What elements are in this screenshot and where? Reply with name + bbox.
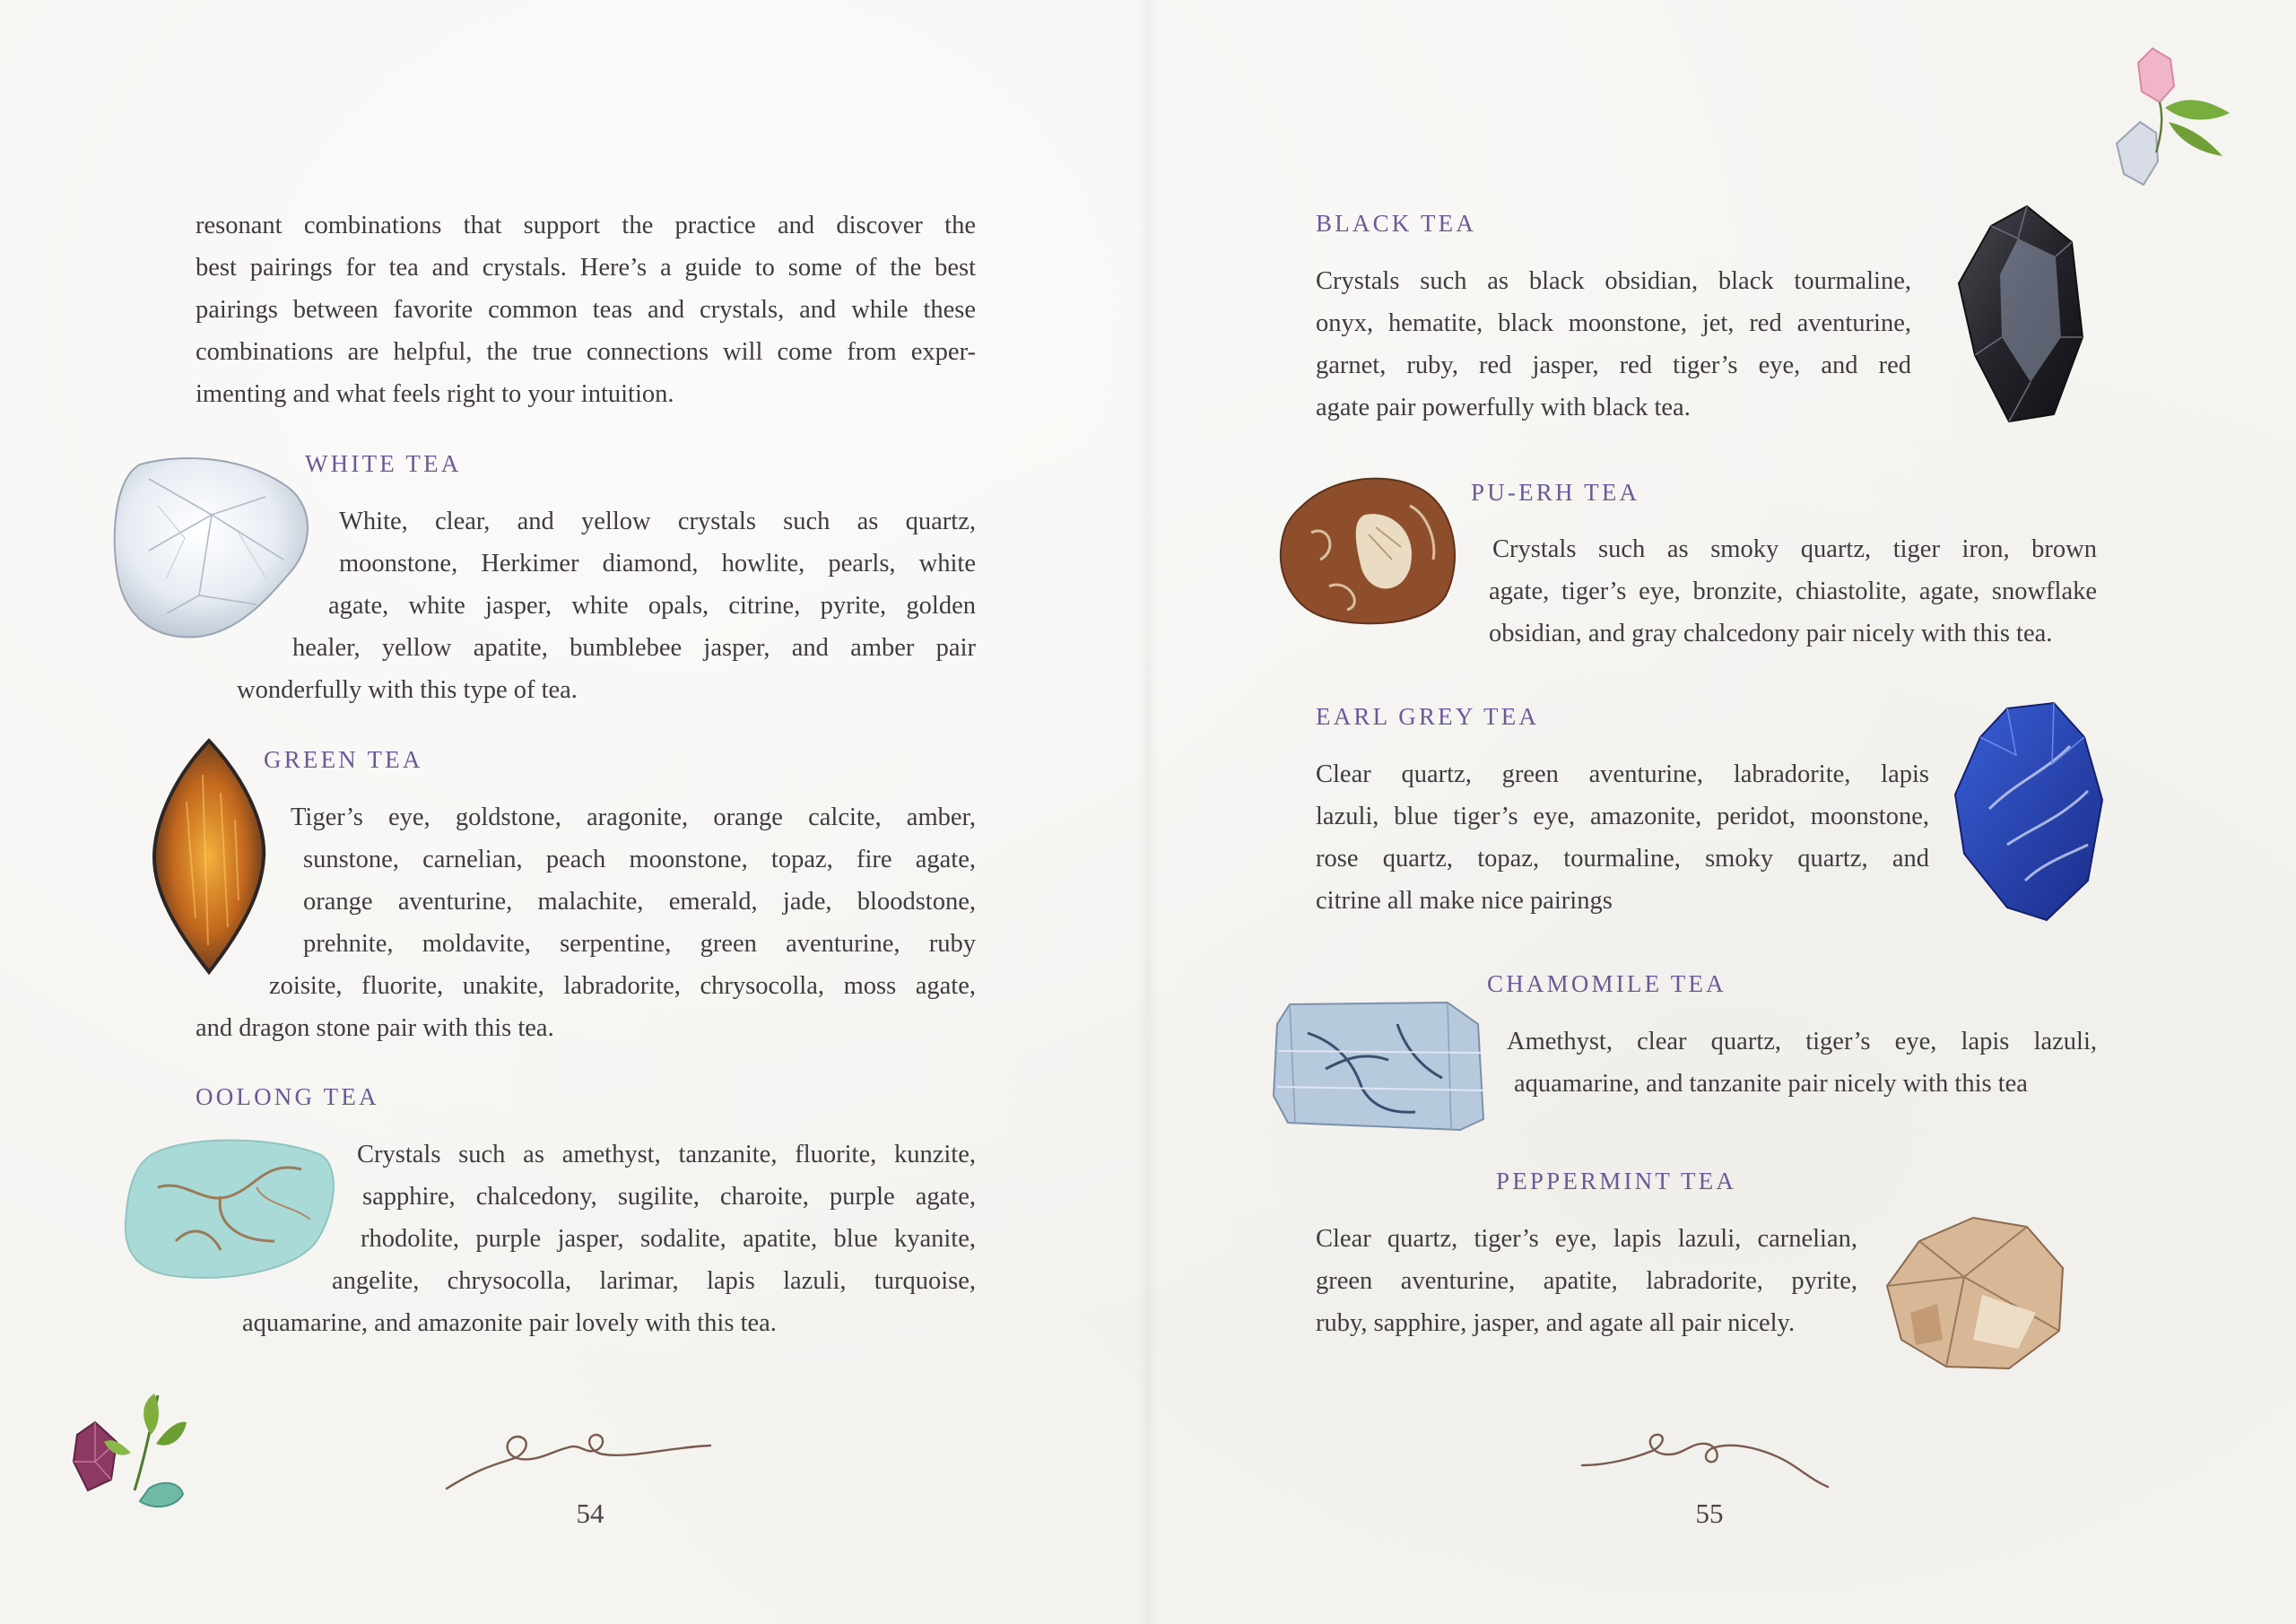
- oolong-tea-line: aquamarine, and amazonite pair lovely with this tea.: [242, 1309, 777, 1337]
- peppermint-tea-line: ruby, sapphire, jasper, and agate all pair nicely.: [1316, 1309, 1796, 1337]
- oolong-tea-heading: OOLONG TEA: [196, 1083, 379, 1110]
- peppermint-tea-line: Clear quartz, tiger’s eye, lapis lazuli, carnelian,: [1316, 1225, 1857, 1253]
- earl-grey-tea-line: Clear quartz, green aventurine, labradorite, lapis: [1316, 760, 1929, 788]
- green-tea-heading: GREEN TEA: [264, 746, 423, 773]
- chamomile-tea-paragraph: [1507, 1020, 2097, 1105]
- green-tea-paragraph: [196, 796, 976, 1049]
- earl-grey-tea-line: citrine all make nice pairings: [1316, 887, 1613, 915]
- turquoise-illustration: [122, 1133, 337, 1282]
- green-tea-line: Tiger’s eye, goldstone, aragonite, orange calcite, amber,: [291, 803, 976, 831]
- book-gutter: [1137, 0, 1159, 1624]
- chamomile-tea-heading: CHAMOMILE TEA: [1487, 970, 1726, 997]
- oolong-tea-line: Crystals such as amethyst, tanzanite, fluorite, kunzite,: [357, 1141, 976, 1168]
- pu-erh-tea-paragraph: [1489, 528, 2097, 655]
- page-54-flourish: [445, 1431, 714, 1494]
- amethyst-leaf-illustration: [68, 1390, 194, 1533]
- white-tea-line: wonderfully with this type of tea.: [237, 676, 578, 704]
- intro-line: combinations are helpful, the true connections will come from exper-: [196, 338, 976, 366]
- intro-line: imenting and what feels right to your intuition.: [196, 380, 674, 408]
- black-tea-line: agate pair powerfully with black tea.: [1316, 394, 1691, 421]
- black-tea-paragraph: [1316, 260, 1911, 429]
- pu-erh-tea-line: Crystals such as smoky quartz, tiger iron, brown: [1492, 535, 2097, 563]
- peppermint-tea-paragraph: [1316, 1218, 1857, 1344]
- oolong-tea-line: sapphire, chalcedony, sugilite, charoite, purple agate,: [362, 1183, 976, 1211]
- peach-calcite-illustration: [1883, 1214, 2070, 1374]
- earl-grey-tea-line: rose quartz, topaz, tourmaline, smoky quartz, and: [1316, 845, 1929, 873]
- intro-paragraph: [196, 204, 976, 415]
- white-tea-line: agate, white jasper, white opals, citrine, pyrite, golden: [328, 592, 976, 620]
- earl-grey-tea-heading: EARL GREY TEA: [1316, 703, 1540, 730]
- oolong-tea-line: angelite, chrysocolla, larimar, lapis lazuli, turquoise,: [332, 1267, 976, 1295]
- intro-line: pairings between favorite common teas and crystals, and while these: [196, 296, 976, 324]
- green-tea-line: and dragon stone pair with this tea.: [196, 1014, 554, 1042]
- pu-erh-tea-heading: PU-ERH TEA: [1471, 479, 1640, 506]
- green-tea-line: orange aventurine, malachite, emerald, jade, bloodstone,: [303, 888, 976, 916]
- earl-grey-tea-paragraph: [1316, 753, 1929, 922]
- green-tea-line: sunstone, carnelian, peach moonstone, topaz, fire agate,: [303, 846, 976, 873]
- white-tea-line: healer, yellow apatite, bumblebee jasper, and amber pair: [292, 634, 976, 662]
- earl-grey-tea-line: lazuli, blue tiger’s eye, amazonite, peridot, moonstone,: [1316, 803, 1929, 830]
- chamomile-tea-line: Amethyst, clear quartz, tiger’s eye, lapis lazuli,: [1507, 1028, 2097, 1055]
- white-tea-heading: WHITE TEA: [305, 450, 462, 477]
- black-obsidian-illustration: [1955, 203, 2090, 423]
- peppermint-tea-heading: PEPPERMINT TEA: [1496, 1168, 1737, 1194]
- oolong-tea-line: rhodolite, purple jasper, sodalite, apatite, blue kyanite,: [361, 1225, 976, 1253]
- page-55-flourish: [1580, 1431, 1831, 1494]
- page-number-54: 54: [576, 1498, 604, 1529]
- green-tea-line: prehnite, moldavite, serpentine, green aventurine, ruby: [303, 930, 976, 958]
- green-tea-line: zoisite, fluorite, unakite, labradorite, chrysocolla, moss agate,: [269, 972, 976, 1000]
- pu-erh-tea-line: agate, tiger’s eye, bronzite, chiastolite, agate, snowflake: [1489, 578, 2097, 605]
- blue-kyanite-illustration: [1272, 997, 1489, 1133]
- black-tea-line: Crystals such as black obsidian, black tourmaline,: [1316, 267, 1911, 295]
- peppermint-tea-line: green aventurine, apatite, labradorite, pyrite,: [1316, 1267, 1857, 1295]
- pu-erh-tea-line: obsidian, and gray chalcedony pair nicely with this tea.: [1489, 620, 2053, 647]
- brown-jasper-illustration: [1275, 470, 1464, 628]
- chamomile-tea-line: aquamarine, and tanzanite pair nicely with this tea: [1514, 1070, 2028, 1098]
- black-tea-line: garnet, ruby, red jasper, red tiger’s eye, and red: [1316, 352, 1911, 379]
- intro-line: resonant combinations that support the practice and discover the: [196, 212, 976, 239]
- intro-line: best pairings for tea and crystals. Here’s a guide to some of the best: [196, 254, 976, 282]
- lapis-lazuli-illustration: [1953, 701, 2104, 922]
- white-tea-line: moonstone, Herkimer diamond, howlite, pearls, white: [339, 550, 976, 578]
- pink-tourmaline-leaf-illustration: [2113, 45, 2235, 192]
- white-tea-line: White, clear, and yellow crystals such as quartz,: [339, 508, 976, 535]
- page-number-55: 55: [1695, 1498, 1724, 1529]
- clear-quartz-illustration: [113, 452, 314, 640]
- black-tea-heading: BLACK TEA: [1316, 210, 1477, 237]
- black-tea-line: onyx, hematite, black moonstone, jet, red aventurine,: [1316, 309, 1911, 337]
- labradorite-marquise-illustration: [151, 739, 267, 974]
